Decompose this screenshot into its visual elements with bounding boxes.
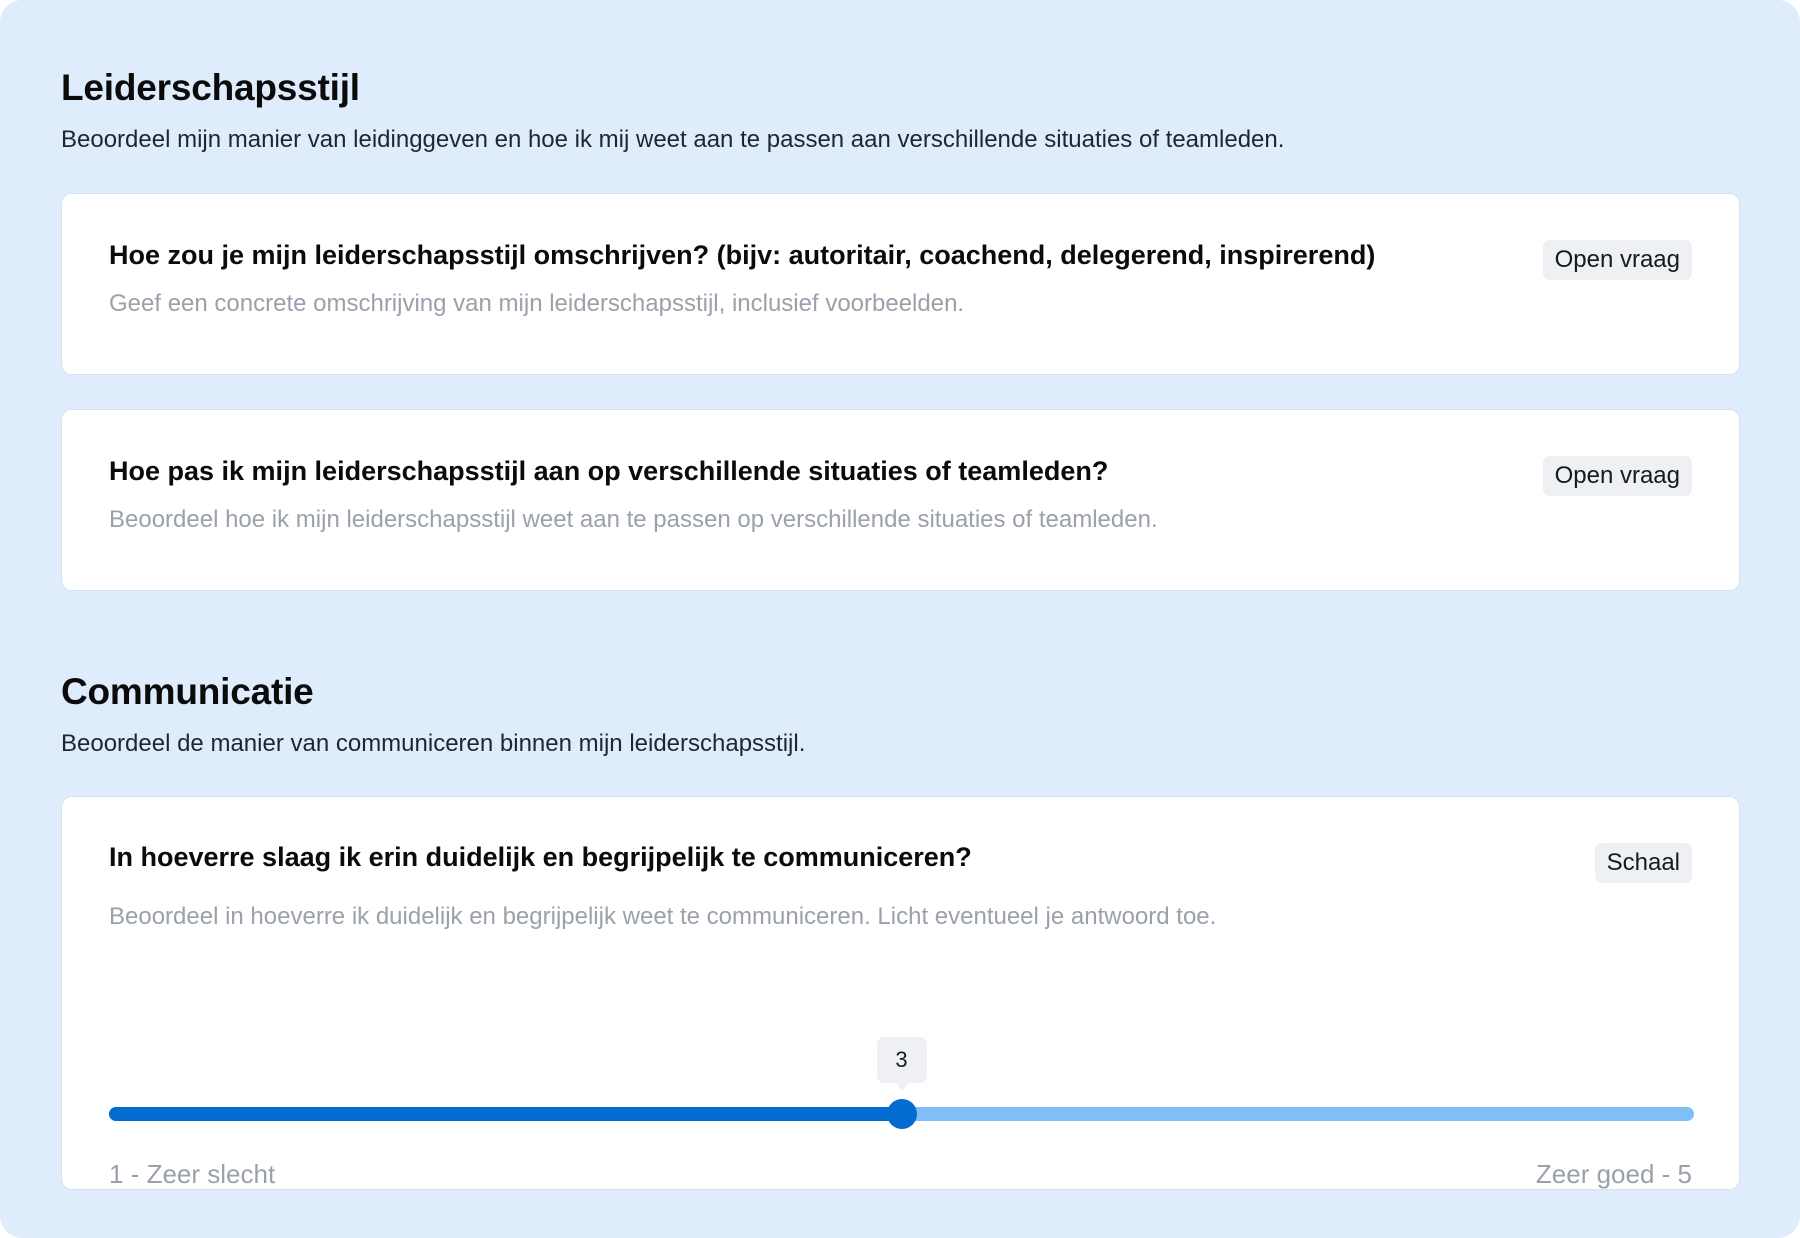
slider-fill [109, 1107, 902, 1121]
slider-value-tooltip: 3 [877, 1037, 927, 1083]
slider-thumb[interactable] [887, 1099, 917, 1129]
section-description: Beoordeel mijn manier van leidinggeven en hoe ik mij weet aan te passen aan verschillende situaties of teamleden. [61, 126, 1285, 153]
rating-slider[interactable] [109, 1037, 1694, 1117]
section-communicatie [61, 670, 1740, 760]
section-description: Beoordeel de manier van communiceren binnen mijn leiderschapsstijl. [61, 730, 806, 757]
question-type-badge: Schaal [1595, 843, 1692, 883]
question-description: Geef een concrete omschrijving van mijn leiderschapsstijl, inclusief voorbeelden. [109, 290, 965, 317]
question-card[interactable] [61, 193, 1740, 375]
section-leiderschapsstijl [61, 66, 1740, 156]
slider-min-label: 1 - Zeer slecht [109, 1159, 276, 1189]
question-title: Hoe zou je mijn leiderschapsstijl omschrijven? (bijv: autoritair, coachend, delegerend, inspirerend) [109, 240, 1376, 270]
question-type-badge: Open vraag [1543, 240, 1692, 280]
question-card[interactable] [61, 409, 1740, 591]
question-title: In hoeverre slaag ik erin duidelijk en begrijpelijk te communiceren? [109, 842, 972, 872]
question-description: Beoordeel in hoeverre ik duidelijk en begrijpelijk weet te communiceren. Licht eventueel je antwoord toe. [109, 903, 1217, 930]
question-title: Hoe pas ik mijn leiderschapsstijl aan op verschillende situaties of teamleden? [109, 456, 1109, 486]
question-card[interactable] [61, 796, 1740, 1190]
slider-max-label: Zeer goed - 5 [1535, 1159, 1692, 1189]
question-description: Beoordeel hoe ik mijn leiderschapsstijl weet aan te passen op verschillende situaties of teamleden. [109, 506, 1158, 533]
question-type-badge: Open vraag [1543, 456, 1692, 496]
section-title: Leiderschapsstijl [61, 67, 360, 108]
section-title: Communicatie [61, 671, 314, 712]
